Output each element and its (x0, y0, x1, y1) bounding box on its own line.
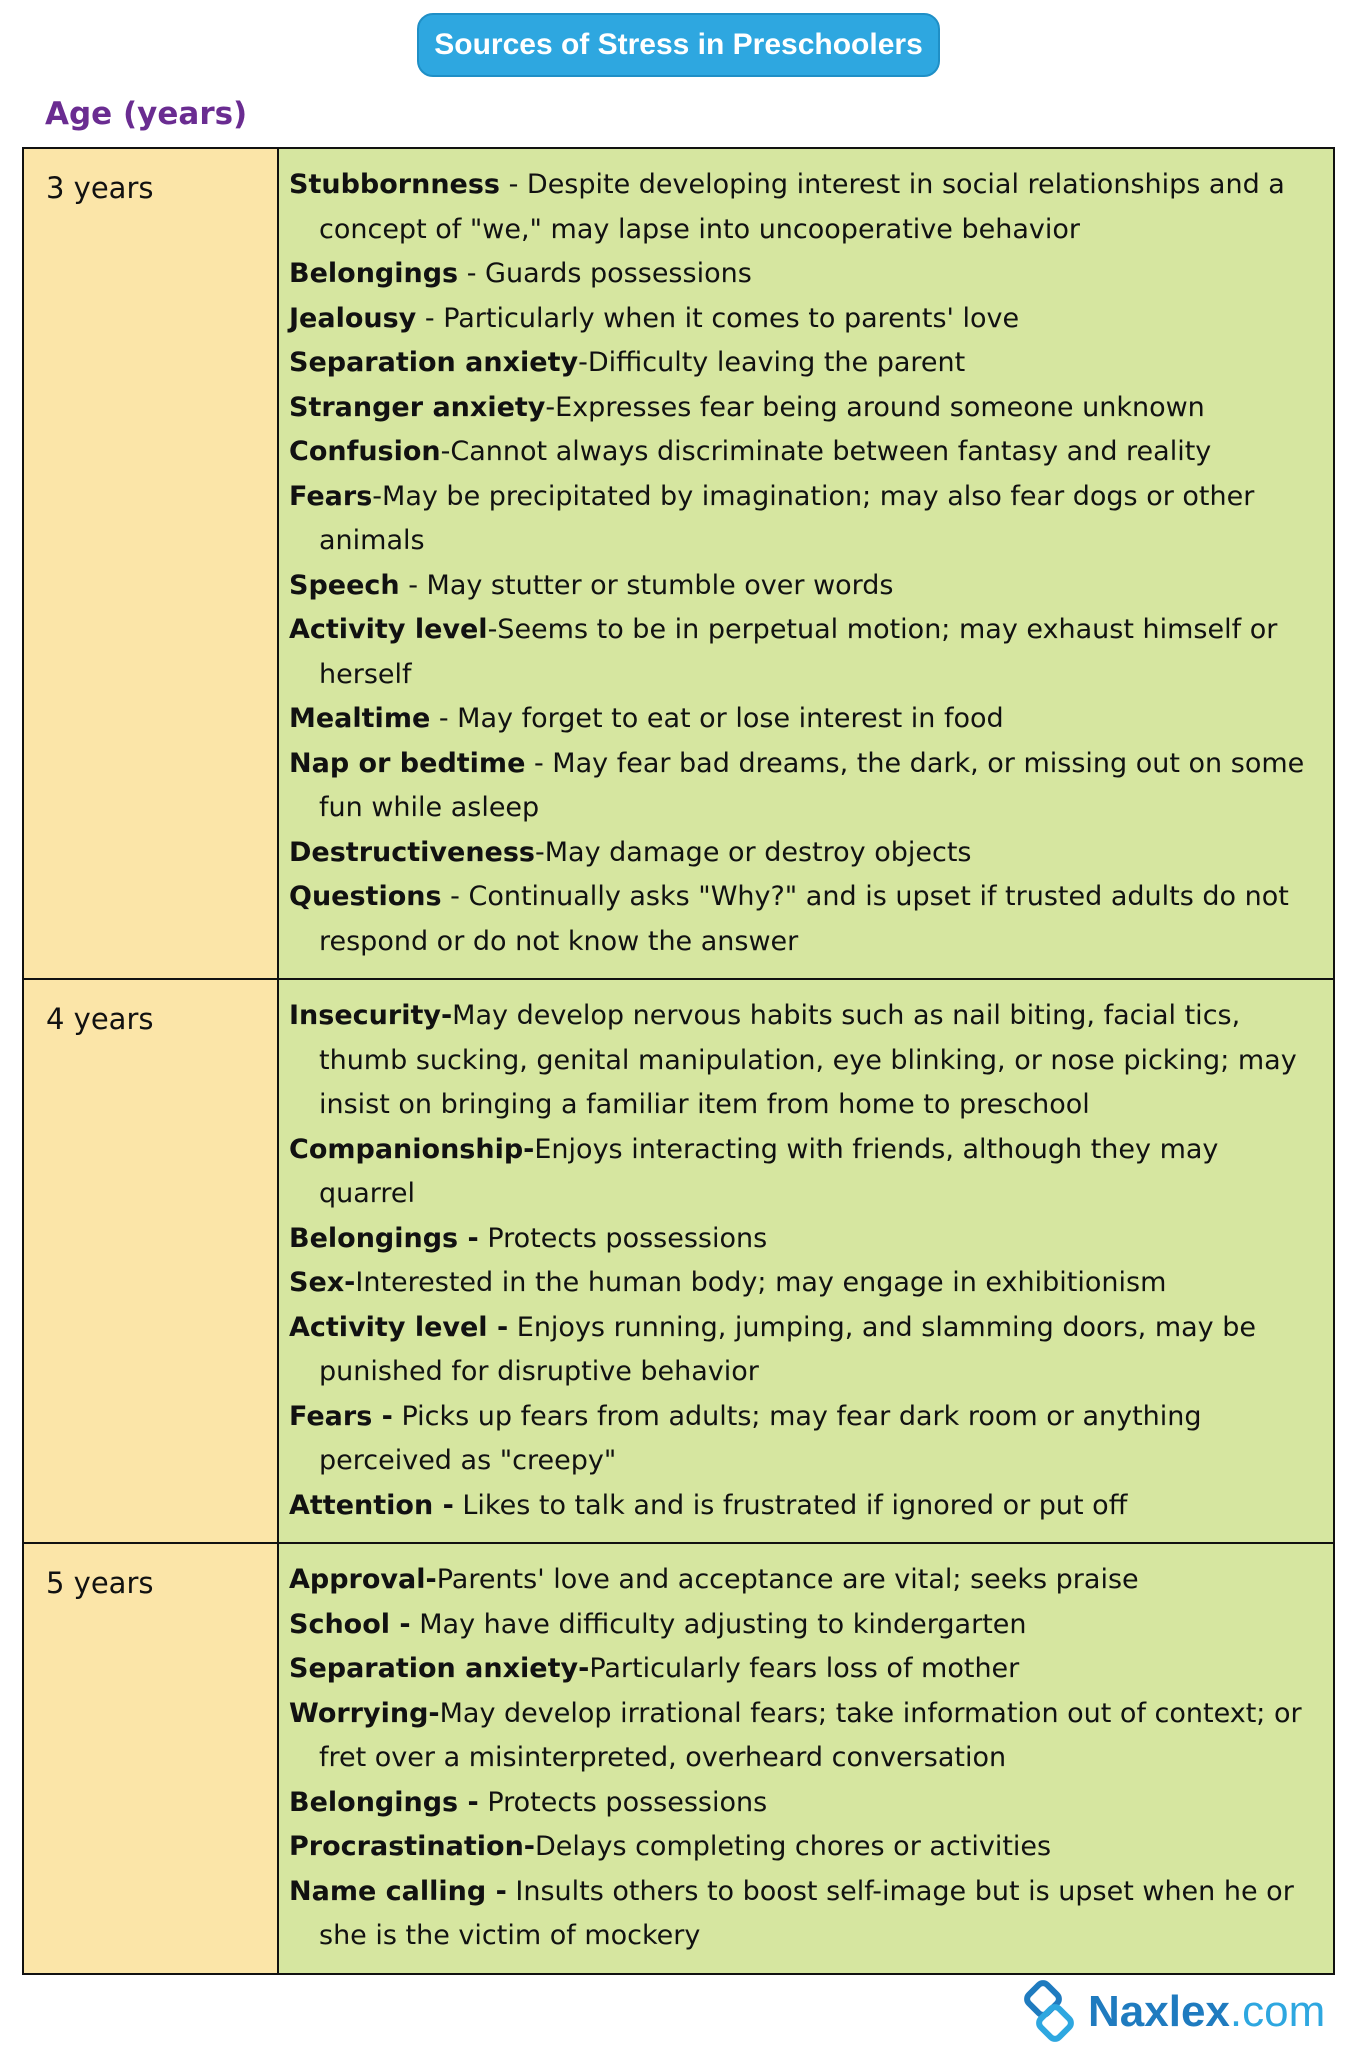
stressor-term: Stranger anxiety (289, 391, 546, 423)
stressor-term: Approval- (289, 1564, 437, 1595)
stressor-description: -Cannot always discriminate between fantasy and reality (440, 436, 1212, 467)
stressor-item (289, 1306, 1323, 1395)
stressor-description: Protects possessions (478, 1786, 768, 1818)
stressor-item (289, 252, 1323, 297)
stressor-description: Insults others to boost self-image but is upset when he or she is the victim of mockery (319, 1875, 1294, 1951)
logo-tld: .com (1229, 1987, 1326, 2036)
stressor-description: May have difficulty adjusting to kindergarten (410, 1608, 1027, 1640)
stressor-item (289, 1395, 1323, 1484)
stressor-description: - Guards possessions (458, 258, 752, 289)
stressor-item (289, 875, 1323, 964)
stressor-term: Destructiveness (289, 836, 535, 868)
stressor-item (289, 1217, 1323, 1262)
stressor-term: Fears (289, 480, 373, 512)
stressor-item (289, 1603, 1323, 1648)
stressor-description: -May be precipitated by imagination; may also fear dogs or other animals (319, 480, 1255, 556)
stressor-description: May develop irrational fears; take information out of context; or fret over a misinterpreted, overheard conversation (319, 1697, 1302, 1773)
stressor-item (289, 831, 1323, 876)
age-column-heading: Age (years) (45, 96, 248, 132)
stressor-item (289, 430, 1323, 475)
stressor-description: Enjoys interacting with friends, although they may quarrel (319, 1133, 1219, 1209)
stressor-term: Nap or bedtime (289, 747, 526, 779)
stressor-item (289, 608, 1323, 697)
stressor-item (289, 1825, 1323, 1870)
stressor-item (289, 1558, 1323, 1603)
stressor-item (289, 564, 1323, 609)
stressor-description: - May fear bad dreams, the dark, or missing out on some fun while asleep (319, 747, 1305, 823)
stressor-item (289, 1870, 1323, 1959)
page-title: Sources of Stress in Preschoolers (417, 13, 940, 77)
stressor-term: Mealtime (289, 703, 431, 734)
stressor-item (289, 163, 1323, 252)
stressor-description: Parents' love and acceptance are vital; seeks praise (436, 1564, 1139, 1595)
stressor-term: Confusion (289, 436, 441, 467)
age-cell: 4 years (23, 979, 278, 1543)
stressor-item (289, 386, 1323, 431)
stressor-description: Interested in the human body; may engage in exhibitionism (355, 1267, 1167, 1298)
stressor-term: Activity level (289, 614, 488, 645)
stressor-description: - Despite developing interest in social relationships and a concept of "we," may lapse into uncooperative behavior (319, 169, 1285, 245)
stressor-item (289, 1484, 1323, 1529)
stressor-item (289, 1647, 1323, 1692)
stressor-term: Fears - (289, 1400, 393, 1432)
stressor-term: Activity level - (289, 1311, 509, 1343)
stressor-list (278, 148, 1334, 979)
stressor-term: Sex- (289, 1267, 356, 1298)
table-row (23, 148, 1334, 979)
stressor-term: School - (289, 1608, 411, 1640)
stressor-item (289, 1261, 1323, 1306)
naxlex-logo (1016, 1980, 1325, 2044)
stressor-description: Protects possessions (478, 1222, 768, 1254)
stressor-term: Procrastination- (289, 1831, 536, 1862)
stressor-item (289, 475, 1323, 564)
stressor-item (289, 742, 1323, 831)
table-row (23, 979, 1334, 1543)
stressor-term: Stubbornness (289, 169, 500, 200)
stressor-description: Picks up fears from adults; may fear dark room or anything perceived as "creepy" (319, 1400, 1202, 1476)
stressor-item (289, 994, 1323, 1128)
stressor-item (289, 697, 1323, 742)
logo-icon (1016, 1980, 1082, 2044)
stressor-description: -May damage or destroy objects (535, 836, 972, 868)
logo-name: Naxlex (1088, 1987, 1230, 2036)
stressor-term: Belongings - (289, 1222, 479, 1254)
stressor-term: Companionship- (289, 1133, 535, 1165)
stressor-term: Belongings (289, 258, 459, 289)
stressor-item (289, 1781, 1323, 1826)
stressor-term: Speech (289, 569, 400, 601)
stressor-description: - Particularly when it comes to parents' love (416, 302, 1020, 334)
stressor-description: - May forget to eat or lose interest in food (430, 703, 1004, 734)
stressor-description: - Continually asks "Why?" and is upset if trusted adults do not respond or do not know the answer (319, 881, 1289, 957)
stressor-description: -Difficulty leaving the parent (578, 347, 966, 378)
stressor-term: Jealousy (289, 302, 417, 334)
age-cell: 5 years (23, 1543, 278, 1974)
age-cell: 3 years (23, 148, 278, 979)
stressor-item (289, 297, 1323, 342)
stressor-list (278, 979, 1334, 1543)
table-row (23, 1543, 1334, 1974)
stressor-item (289, 341, 1323, 386)
stressor-term: Insecurity- (289, 1000, 453, 1031)
stressor-term: Separation anxiety- (289, 1653, 590, 1684)
stressor-description: -Expresses fear being around someone unknown (545, 391, 1205, 423)
stressor-description: - May stutter or stumble over words (399, 569, 894, 601)
stressor-list (278, 1543, 1334, 1974)
stressor-item (289, 1128, 1323, 1217)
stressor-description: May develop nervous habits such as nail biting, facial tics, thumb sucking, genital manipulation, eye blinking, or nose picking; may insist on bringing a familiar item from home to preschool (319, 1000, 1297, 1120)
stressor-description: Likes to talk and is frustrated if ignored or put off (453, 1489, 1128, 1521)
stressor-term: Separation anxiety (289, 347, 579, 378)
stressor-term: Belongings - (289, 1786, 479, 1818)
stressor-term: Attention - (289, 1489, 454, 1521)
stressor-term: Name calling - (289, 1875, 507, 1907)
stress-table (22, 147, 1335, 1975)
stressor-term: Questions (289, 881, 442, 912)
stressor-description: Delays completing chores or activities (535, 1831, 1052, 1862)
stressor-description: Particularly fears loss of mother (589, 1653, 1020, 1684)
stressor-description: Enjoys running, jumping, and slamming doors, may be punished for disruptive behavior (319, 1311, 1256, 1387)
stressor-description: -Seems to be in perpetual motion; may exhaust himself or herself (319, 614, 1278, 690)
stressor-item (289, 1692, 1323, 1781)
stressor-term: Worrying- (289, 1697, 440, 1729)
